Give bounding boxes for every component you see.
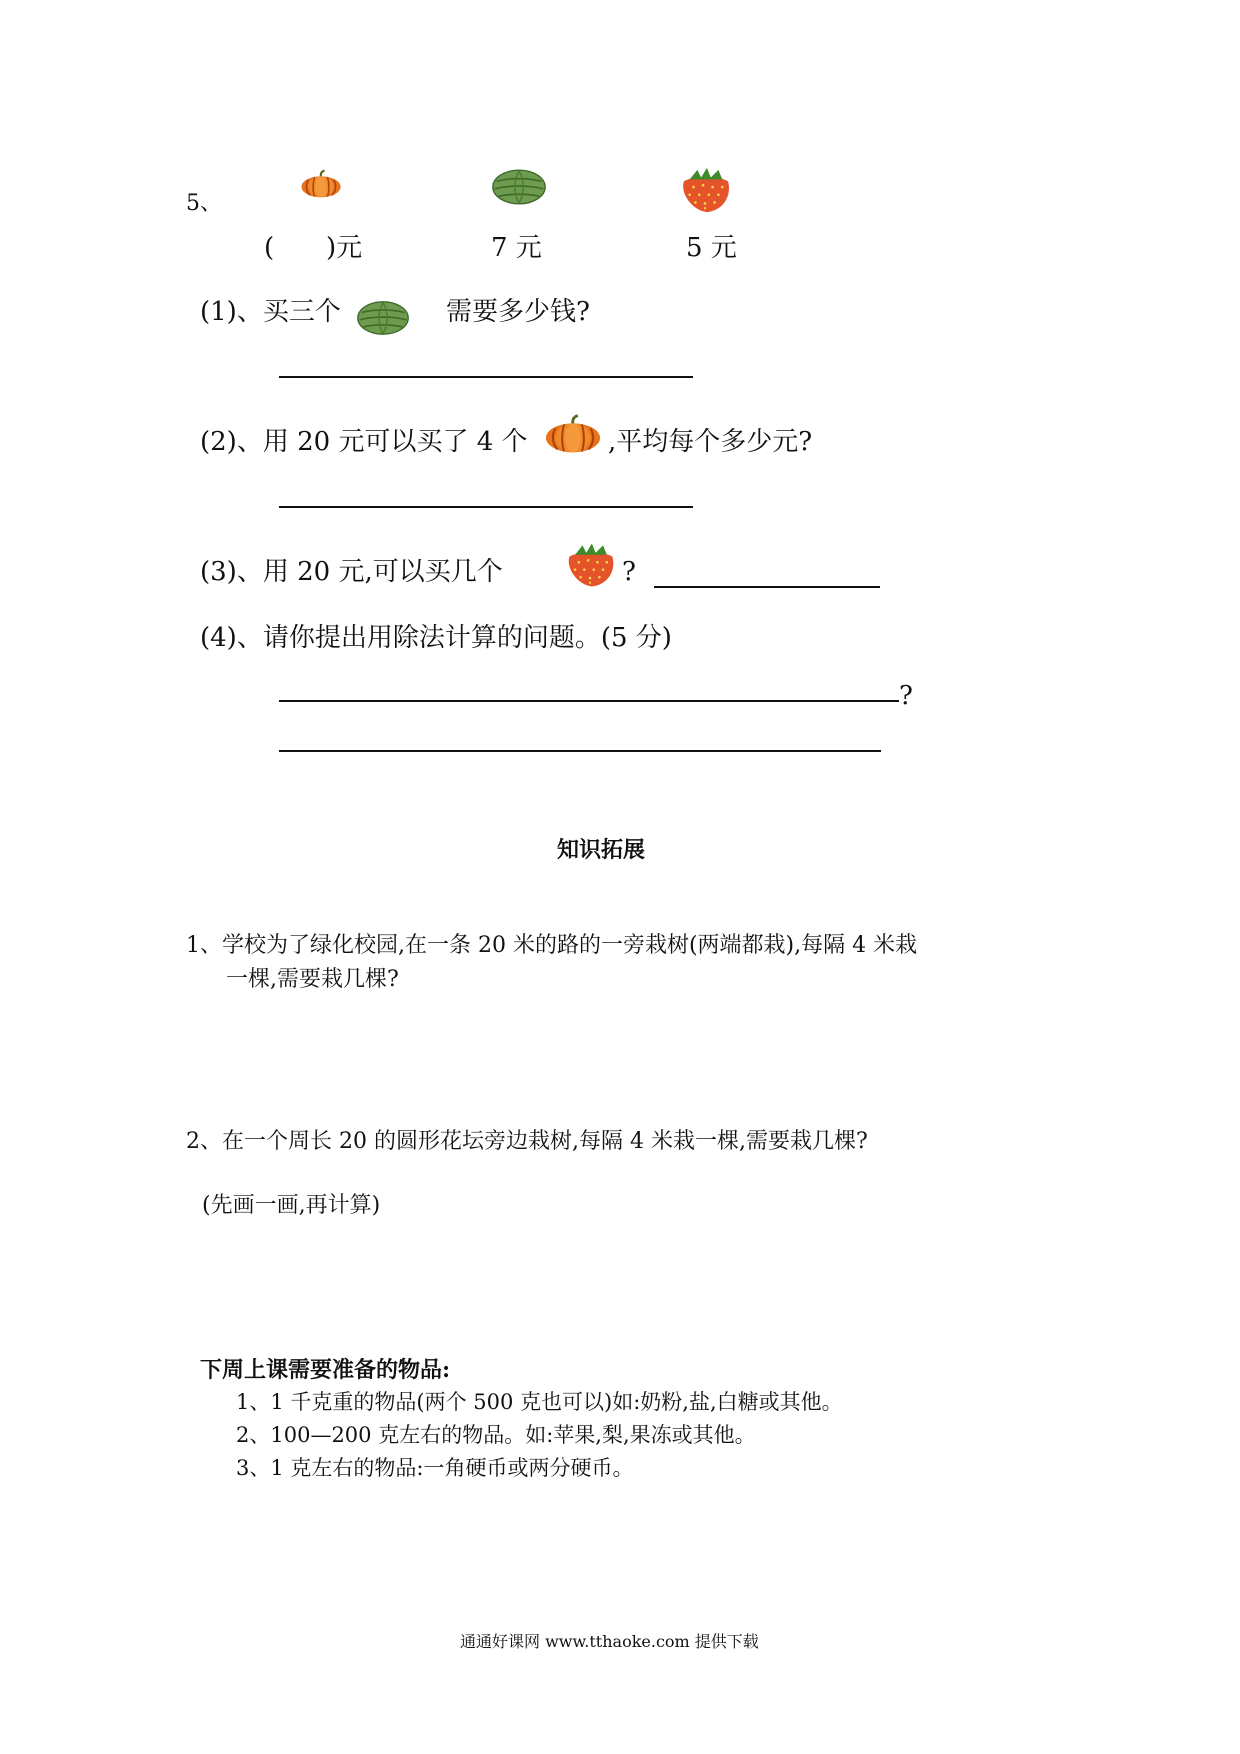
sub-question-1-tail: 需要多少钱? (446, 297, 590, 327)
price-melon: 7 元 (491, 233, 542, 263)
melon-icon (356, 298, 410, 338)
strawberry-icon (562, 540, 618, 590)
answer-line[interactable] (279, 376, 693, 378)
pumpkin-icon (544, 410, 602, 458)
pumpkin-icon (300, 168, 342, 200)
price-blank-open: ( (264, 233, 275, 263)
problem-1-line-1: 1、学校为了绿化校园,在一条 20 米的路的一旁栽树(两端都栽),每隔 4 米栽 (186, 933, 918, 958)
prep-item: 3、1 克左右的物品:一角硬币或两分硬币。 (236, 1456, 634, 1480)
section-title: 知识拓展 (557, 837, 646, 863)
sub-question-2-text: (2)、用 20 元可以买了 4 个 (200, 427, 528, 457)
prep-item: 2、100—200 克左右的物品。如:苹果,梨,果冻或其他。 (236, 1423, 756, 1447)
prep-item: 1、1 千克重的物品(两个 500 克也可以)如:奶粉,盐,白糖或其他。 (236, 1390, 843, 1414)
prep-title: 下周上课需要准备的物品: (200, 1357, 451, 1383)
answer-line[interactable] (279, 750, 881, 752)
problem-1-line-2: 一棵,需要栽几棵? (226, 967, 399, 992)
answer-line[interactable] (279, 700, 899, 702)
question-mark: ? (899, 681, 913, 711)
problem-2: 2、在一个周长 20 的圆形花坛旁边栽树,每隔 4 米栽一棵,需要栽几棵? (186, 1129, 868, 1154)
problem-2-hint: (先画一画,再计算) (202, 1193, 381, 1218)
sub-question-1-text: (1)、买三个 (200, 297, 341, 327)
price-blank-close: )元 (326, 233, 363, 263)
strawberry-icon (676, 166, 734, 214)
sub-question-3-tail: ? (622, 557, 636, 587)
price-strawberry: 5 元 (686, 233, 737, 263)
melon-icon (491, 167, 547, 207)
answer-line[interactable] (279, 506, 693, 508)
footer-credit: 通通好课网 www.tthaoke.com 提供下载 (460, 1632, 759, 1651)
sub-question-4-text: (4)、请你提出用除法计算的问题。(5 分) (200, 623, 672, 653)
answer-line[interactable] (654, 586, 880, 588)
question-number: 5、 (186, 191, 222, 216)
sub-question-2-tail: ,平均每个多少元? (608, 427, 813, 457)
sub-question-3-text: (3)、用 20 元,可以买几个 (200, 557, 503, 587)
